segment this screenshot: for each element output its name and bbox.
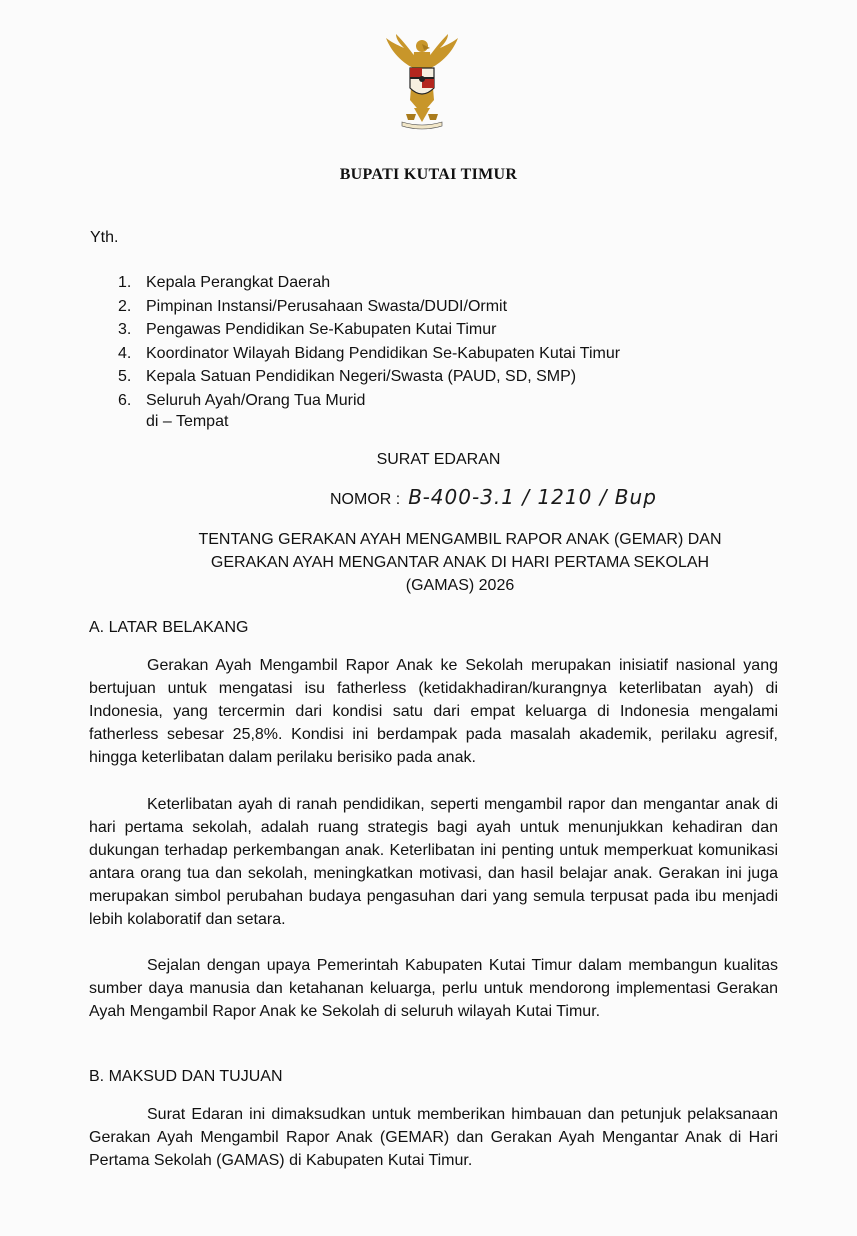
subject-line: (GAMAS) 2026 (405, 577, 515, 594)
section-heading-a: A. LATAR BELAKANG (89, 619, 249, 636)
list-number: 2. (118, 297, 132, 315)
list-item (118, 318, 620, 342)
list-item (118, 365, 620, 389)
list-number: 5. (118, 368, 132, 385)
paragraph: Gerakan Ayah Mengambil Rapor Anak ke Sekolah merupakan inisiatif nasional yang bertujuan untuk mengatasi isu fatherless (ketidakhadiran/kurangnya keterlibatan ayah) di Indonesia, yang tercermin dari kondisi satu dari empat keluarga di Indonesia mengalami fatherless sebesar 25,8%. Kondisi ini berdampak pada masalah akademik, perilaku agresif, hingga keterlibatan dalam perilaku berisiko pada anak. (89, 657, 778, 766)
letter-title: SURAT EDARAN (376, 451, 501, 468)
section-heading-b: B. MAKSUD DAN TUJUAN (89, 1068, 283, 1085)
place-line: di – Tempat (146, 413, 229, 430)
recipient-text: Pengawas Pendidikan Se-Kabupaten Kutai Timur (146, 321, 497, 338)
recipient-text: Pimpinan Instansi/Perusahaan Swasta/DUDI/Ormit (146, 297, 508, 315)
list-number: 1. (118, 274, 132, 291)
recipient-text: Koordinator Wilayah Bidang Pendidikan Se-Kabupaten Kutai Timur (146, 344, 621, 362)
paragraph: Surat Edaran ini dimaksudkan untuk memberikan himbauan dan petunjuk pelaksanaan Gerakan Ayah Mengambil Rapor Anak (GEMAR) dan Gerakan Ayah Mengantar Anak di Hari Pertama Sekolah (GAMAS) di Kabupaten Kutai Timur. (89, 1106, 778, 1169)
subject-line: TENTANG GERAKAN AYAH MENGAMBIL RAPOR ANAK (GEMAR) DAN (198, 531, 722, 548)
paragraph: Sejalan dengan upaya Pemerintah Kabupaten Kutai Timur dalam membangun kualitas sumber daya manusia dan ketahanan keluarga, perlu untuk mendorong implementasi Gerakan Ayah Mengambil Rapor Anak ke Sekolah di seluruh wilayah Kutai Timur. (89, 957, 778, 1020)
salutation: Yth. (90, 229, 119, 246)
list-number: 4. (118, 344, 132, 362)
paragraph: Keterlibatan ayah di ranah pendidikan, seperti mengambil rapor dan mengantar anak di hari pertama sekolah, adalah ruang strategis bagi ayah untuk menunjukkan kehadiran dan dukungan terhadap perkembangan anak. Keterlibatan ini penting untuk memperkuat komunikasi antara orang tua dan sekolah, meningkatkan motivasi, dan hasil belajar anak. Gerakan ini juga merupakan simbol perubahan budaya pengasuhan dari yang semula terpusat pada ibu menjadi lebih kolaboratif dan setara. (89, 796, 778, 928)
garuda-emblem-icon (372, 30, 472, 130)
letter-subject (150, 528, 770, 597)
list-number: 6. (118, 391, 132, 409)
list-item (118, 389, 620, 413)
letter-number (330, 485, 657, 509)
list-number: 3. (118, 321, 132, 338)
recipient-text: Kepala Satuan Pendidikan Negeri/Swasta (PAUD, SD, SMP) (146, 368, 577, 385)
list-item (118, 271, 620, 295)
recipient-list (118, 271, 620, 412)
list-item (118, 342, 620, 366)
subject-line: GERAKAN AYAH MENGANTAR ANAK DI HARI PERTAMA SEKOLAH (210, 554, 710, 571)
page-title: BUPATI KUTAI TIMUR (339, 166, 518, 183)
letter-number-label: NOMOR : (330, 491, 401, 508)
letter-number-value: B-400-3.1 / 1210 / Bup (408, 485, 657, 509)
recipient-text: Kepala Perangkat Daerah (146, 274, 331, 291)
list-item (118, 295, 620, 319)
recipient-text: Seluruh Ayah/Orang Tua Murid (146, 391, 366, 409)
